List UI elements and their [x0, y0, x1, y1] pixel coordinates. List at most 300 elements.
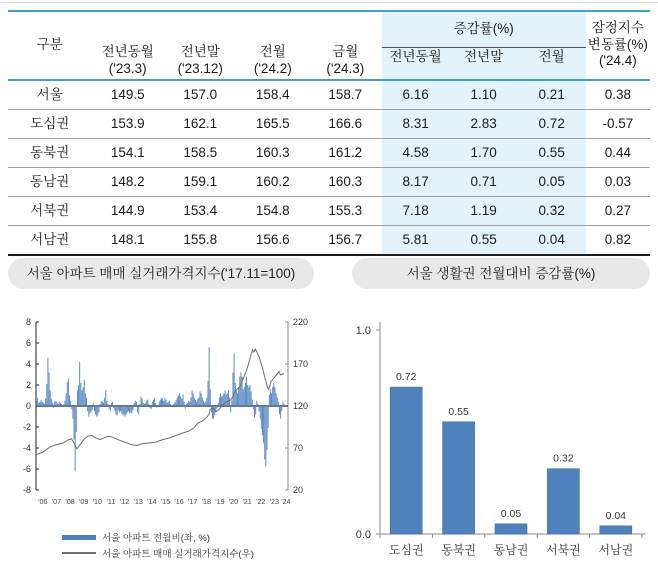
mom-bar	[267, 406, 268, 450]
mom-bar	[260, 406, 261, 419]
legend-item-line	[62, 545, 330, 561]
mom-bar	[227, 393, 228, 406]
table-cell: 6.16	[382, 80, 450, 110]
svg-text:220: 220	[293, 317, 309, 327]
mom-bar	[96, 406, 97, 417]
mom-bar	[238, 387, 239, 406]
mom-bar	[101, 401, 102, 406]
mom-bar	[213, 406, 214, 419]
mom-bar	[42, 402, 43, 406]
mom-bar	[61, 404, 62, 406]
mom-bar	[253, 406, 254, 409]
mom-bar	[239, 377, 240, 406]
mom-bar	[113, 406, 114, 408]
bar-category-label: 서북권	[546, 543, 581, 557]
mom-bar	[232, 372, 233, 406]
mom-bar	[159, 402, 160, 406]
mom-bar	[148, 404, 149, 406]
mom-bar	[80, 383, 81, 406]
mom-bar	[100, 404, 101, 406]
region-bar	[443, 422, 475, 534]
mom-bar	[243, 389, 244, 406]
mom-bar	[142, 399, 143, 406]
mom-bar	[60, 403, 61, 406]
mom-bar	[158, 405, 159, 406]
mom-bar	[180, 397, 181, 406]
mom-bar	[67, 382, 68, 406]
mom-bar	[265, 406, 266, 467]
mom-bar	[108, 404, 109, 406]
mom-bar	[212, 406, 213, 419]
mom-bar	[103, 403, 104, 406]
mom-bar	[173, 404, 174, 406]
charts-row	[0, 312, 658, 577]
mom-bar	[76, 406, 77, 432]
svg-text:'18: '18	[201, 497, 211, 506]
mom-bar	[95, 406, 96, 414]
mom-bar	[272, 387, 273, 406]
mom-bar	[155, 403, 156, 406]
mom-bar	[47, 358, 48, 406]
table-cell: 160.3	[255, 144, 290, 160]
bar-value-label: 0.32	[553, 452, 574, 465]
svg-text:4: 4	[25, 359, 31, 369]
table-cell: 148.1	[110, 231, 145, 247]
col-header-prev-year-end: 전년말 ('23.12)	[177, 44, 223, 77]
mom-bar	[37, 398, 38, 406]
mom-bar	[116, 406, 117, 414]
mom-bar	[276, 393, 277, 406]
svg-text:70: 70	[293, 443, 304, 453]
svg-text:'23: '23	[269, 497, 280, 506]
mom-bar	[181, 399, 182, 406]
mom-bar	[156, 406, 157, 408]
svg-text:-2: -2	[22, 422, 31, 432]
mom-bar	[105, 390, 106, 406]
mom-bar	[198, 398, 199, 406]
mom-bar	[164, 398, 165, 406]
mom-bar	[111, 403, 112, 406]
mom-bar	[62, 405, 63, 406]
mom-bar	[68, 379, 69, 406]
legend-line-label: 서울 아파트 매매 실거래가격지수(우)	[102, 549, 254, 560]
mom-bar	[146, 401, 147, 406]
table-cell: 161.2	[328, 144, 363, 160]
table-cell: 0.32	[518, 197, 586, 226]
mom-bar	[231, 401, 232, 406]
mom-bar	[126, 406, 127, 414]
mom-bar	[121, 406, 122, 413]
mom-bar	[278, 402, 279, 406]
region-bar-chart-canvas	[330, 312, 658, 572]
mom-bar	[183, 394, 184, 406]
mom-bar	[255, 406, 256, 414]
mom-bar	[185, 406, 186, 409]
mom-bar	[92, 406, 93, 410]
mom-bar	[166, 400, 167, 406]
mom-bar	[49, 372, 50, 406]
svg-text:170: 170	[293, 359, 309, 369]
mom-bar	[122, 406, 123, 414]
svg-text:2: 2	[25, 380, 31, 390]
mom-bar	[171, 406, 172, 407]
table-cell: 158.4	[255, 86, 290, 102]
mom-bar	[179, 393, 180, 406]
table-cell: 2.83	[450, 110, 518, 139]
bar-category-label: 도심권	[388, 543, 424, 557]
mom-bar	[117, 406, 118, 415]
table-cell: 154.8	[255, 202, 290, 218]
table-row	[8, 226, 650, 256]
table-cell: 158.5	[183, 144, 218, 160]
mom-bar	[240, 372, 241, 406]
mom-bar	[192, 390, 193, 406]
mom-bar	[52, 403, 53, 406]
svg-text:120: 120	[293, 401, 309, 411]
mom-bar	[251, 391, 252, 406]
mom-bar	[144, 404, 145, 406]
svg-text:20: 20	[293, 485, 304, 495]
mom-bar	[248, 387, 249, 406]
mom-bar	[93, 403, 94, 406]
mom-bar	[261, 406, 262, 429]
mom-bar	[204, 403, 205, 406]
table-cell: 166.6	[328, 115, 363, 131]
mom-bar	[152, 402, 153, 406]
mom-bar	[86, 398, 87, 406]
mom-bar	[202, 398, 203, 406]
table-cell: 0.05	[518, 168, 586, 197]
mom-bar	[235, 383, 236, 406]
mom-bar	[141, 397, 142, 406]
svg-text:'20: '20	[228, 497, 239, 506]
monthly-change-bars	[36, 347, 284, 471]
mom-bar	[162, 399, 163, 406]
table-row	[8, 80, 650, 110]
svg-text:'09: '09	[78, 497, 89, 506]
mom-bar	[85, 393, 86, 406]
mom-bar	[169, 401, 170, 406]
mom-bar	[217, 406, 218, 408]
svg-text:'19: '19	[215, 497, 225, 506]
mom-bar	[119, 406, 120, 412]
mom-bar	[279, 406, 280, 414]
mom-bar	[63, 404, 64, 406]
mom-bar	[125, 406, 126, 417]
mom-bar	[70, 401, 71, 406]
svg-text:1.0: 1.0	[355, 325, 371, 337]
svg-text:8: 8	[25, 317, 31, 327]
table-cell: 1.70	[450, 139, 518, 168]
row-label: 도심권	[30, 115, 70, 131]
mom-bar	[197, 399, 198, 406]
mom-bar	[277, 398, 278, 406]
mom-bar	[280, 406, 281, 419]
mom-bar	[257, 404, 258, 406]
mom-bar	[118, 406, 119, 410]
combo-x-labels	[38, 497, 291, 506]
mom-bar	[36, 401, 37, 406]
table-cell: 8.17	[382, 168, 450, 197]
mom-bar	[236, 390, 237, 406]
mom-bar	[131, 406, 132, 413]
svg-text:'14: '14	[147, 497, 157, 506]
mom-bar	[130, 406, 131, 412]
svg-text:'10: '10	[92, 497, 102, 506]
subcol-header-prev-month: 전월	[518, 48, 586, 81]
mom-bar	[40, 402, 41, 406]
mom-bar	[270, 389, 271, 406]
svg-text:'08: '08	[65, 497, 75, 506]
svg-text:'22: '22	[256, 497, 266, 506]
bar-value-label: 0.05	[500, 507, 522, 520]
svg-text:'16: '16	[174, 497, 184, 506]
mom-bar	[84, 380, 85, 406]
mom-bar	[50, 390, 51, 406]
mom-bar	[112, 402, 113, 406]
mom-bar	[124, 406, 125, 415]
mom-bar	[201, 393, 202, 406]
col-header-provisional: 잠정지수 변동률(%) ('24.4)	[587, 19, 648, 69]
mom-bar	[200, 391, 201, 406]
mom-bar	[38, 403, 39, 406]
legend-item-bar	[62, 529, 330, 545]
bar-value-label: 0.55	[448, 405, 469, 418]
mom-bar	[246, 377, 247, 406]
mom-bar	[221, 397, 222, 406]
mom-bar	[219, 398, 220, 406]
row-label: 서남권	[30, 231, 70, 247]
svg-text:'21: '21	[242, 497, 252, 506]
row-label: 동남권	[30, 173, 70, 189]
mom-bar	[59, 402, 60, 406]
top-divider	[0, 2, 658, 3]
mom-bar	[46, 384, 47, 406]
table-cell: 0.55	[518, 139, 586, 168]
mom-bar	[147, 400, 148, 406]
svg-text:0: 0	[25, 401, 31, 411]
svg-text:'12: '12	[119, 497, 130, 506]
mom-bar	[184, 402, 185, 406]
mom-bar	[110, 406, 111, 411]
table-cell: 0.21	[518, 80, 586, 110]
mom-bar	[206, 398, 207, 406]
table-cell: 0.03	[604, 173, 631, 189]
mom-bar	[281, 406, 282, 411]
mom-bar	[44, 404, 45, 406]
mom-bar	[218, 403, 219, 406]
mom-bar	[77, 390, 78, 406]
left-chart-title: 서울 아파트 매매 실거래가격지수('17.11=100)	[8, 258, 314, 289]
mom-bar	[72, 406, 73, 419]
region-bar	[547, 469, 579, 534]
mom-bar	[102, 402, 103, 406]
mom-bar	[137, 406, 138, 412]
table-cell: 162.1	[183, 115, 218, 131]
table-row	[8, 139, 650, 168]
mom-bar	[133, 406, 134, 410]
bar-value-label: 0.72	[395, 371, 417, 384]
mom-bar	[208, 381, 209, 406]
mom-bar	[247, 385, 248, 406]
table-body	[8, 80, 650, 255]
col-header-current-month: 금월 ('24.3)	[326, 44, 365, 77]
mom-bar	[136, 402, 137, 406]
legend-bar-swatch	[62, 535, 96, 540]
table-cell: 156.7	[328, 231, 363, 247]
mom-bar	[41, 400, 42, 406]
mom-bar	[151, 406, 152, 409]
mom-bar	[170, 404, 171, 406]
mom-bar	[193, 393, 194, 406]
mom-bar	[127, 406, 128, 412]
mom-bar	[229, 398, 230, 406]
mom-bar	[215, 406, 216, 411]
mom-bar	[71, 406, 72, 409]
mom-bar	[51, 399, 52, 406]
svg-text:-4: -4	[22, 443, 31, 453]
row-label: 서북권	[30, 202, 70, 218]
mom-bar	[134, 403, 135, 406]
svg-text:0.0: 0.0	[355, 529, 371, 541]
table-cell: 153.9	[110, 115, 145, 131]
mom-bar	[244, 387, 245, 406]
mom-bar	[54, 402, 55, 406]
mom-bar	[58, 404, 59, 406]
mom-bar	[109, 406, 110, 409]
bar-value-label: 0.04	[605, 509, 627, 522]
mom-bar	[104, 398, 105, 406]
mom-bar	[64, 401, 65, 406]
mom-bar	[252, 400, 253, 406]
table-cell: -0.57	[602, 115, 634, 131]
svg-text:'11: '11	[106, 497, 116, 506]
mom-bar	[128, 406, 129, 411]
mom-bar	[160, 400, 161, 406]
table-cell: 0.55	[450, 226, 518, 256]
subcol-header-prev-year-end: 전년말	[450, 48, 518, 81]
mom-bar	[66, 393, 67, 406]
mom-bar	[269, 394, 270, 406]
region-bar	[390, 387, 422, 534]
table-cell: 0.44	[604, 144, 631, 160]
mom-bar	[87, 406, 88, 411]
table-cell: 1.19	[450, 197, 518, 226]
table-row	[8, 197, 650, 226]
mom-bar	[74, 406, 75, 440]
mom-bar	[194, 398, 195, 406]
index-table	[8, 10, 650, 256]
mom-bar	[97, 406, 98, 415]
mom-bar	[268, 406, 269, 428]
mom-bar	[237, 393, 238, 406]
mom-bar	[55, 401, 56, 406]
table-cell: 159.1	[183, 173, 218, 189]
table-cell: 149.5	[110, 86, 145, 102]
mom-bar	[172, 405, 173, 406]
col-group-change-rate: 증감률(%)	[382, 11, 586, 48]
index-table-wrap	[8, 10, 650, 256]
subcol-header-prev-year-month: 전년동월	[382, 48, 450, 81]
mom-bar	[177, 398, 178, 406]
mom-bar	[186, 404, 187, 406]
mom-bar	[284, 404, 285, 406]
mom-bar	[69, 396, 70, 407]
mom-bar	[256, 401, 257, 406]
mom-bar	[78, 385, 79, 406]
mom-bar	[94, 406, 95, 411]
svg-text:'17: '17	[187, 497, 198, 506]
table-cell: 155.3	[328, 202, 363, 218]
table-cell: 148.2	[110, 173, 145, 189]
mom-bar	[163, 401, 164, 406]
table-cell: 144.9	[110, 202, 145, 218]
table-cell: 0.71	[450, 168, 518, 197]
table-cell: 153.4	[183, 202, 218, 218]
mom-bar	[226, 394, 227, 406]
mom-bar	[190, 398, 191, 406]
col-header-prev-month: 전월 ('24.2)	[253, 44, 292, 77]
svg-text:'07: '07	[51, 497, 62, 506]
mom-bar	[88, 406, 89, 417]
mom-bar	[114, 406, 115, 411]
table-cell: 5.81	[382, 226, 450, 256]
mom-bar	[264, 406, 265, 460]
mom-bar	[75, 406, 76, 471]
mom-bar	[175, 402, 176, 406]
mom-bar	[45, 399, 46, 406]
table-cell: 160.2	[255, 173, 290, 189]
combo-chart	[0, 312, 330, 577]
mom-bar	[135, 401, 136, 406]
mom-bar	[176, 400, 177, 406]
mom-bar	[153, 400, 154, 406]
table-cell: 0.72	[518, 110, 586, 139]
mom-bar	[161, 398, 162, 406]
col-header-prev-year-month: 전년동월 ('23.3)	[101, 44, 154, 77]
table-cell: 160.3	[328, 173, 363, 189]
table-cell: 0.27	[604, 202, 631, 218]
svg-text:-6: -6	[22, 464, 31, 474]
table-cell: 165.5	[255, 115, 290, 131]
mom-bar	[188, 401, 189, 406]
legend-line-swatch	[62, 552, 96, 554]
mom-bar	[189, 402, 190, 406]
mom-bar	[138, 406, 139, 414]
region-bar	[600, 526, 632, 534]
mom-bar	[230, 406, 231, 412]
mom-bar	[245, 383, 246, 406]
mom-bar	[178, 396, 179, 407]
mom-bar	[228, 390, 229, 406]
table-row	[8, 168, 650, 197]
svg-text:'15: '15	[160, 497, 171, 506]
mom-bar	[91, 406, 92, 412]
mom-bar	[79, 362, 80, 406]
bar-category-label: 동남권	[493, 543, 529, 557]
mom-bar	[154, 398, 155, 406]
table-cell: 156.6	[255, 231, 290, 247]
bar-category-label: 서남권	[598, 543, 634, 557]
mom-bar	[57, 403, 58, 406]
mom-bar	[250, 385, 251, 406]
svg-text:'13: '13	[133, 497, 143, 506]
svg-text:'06: '06	[38, 497, 48, 506]
mom-bar	[209, 347, 210, 406]
combo-chart-legend	[62, 529, 330, 561]
mom-bar	[210, 389, 211, 406]
row-label: 동북권	[30, 144, 70, 160]
